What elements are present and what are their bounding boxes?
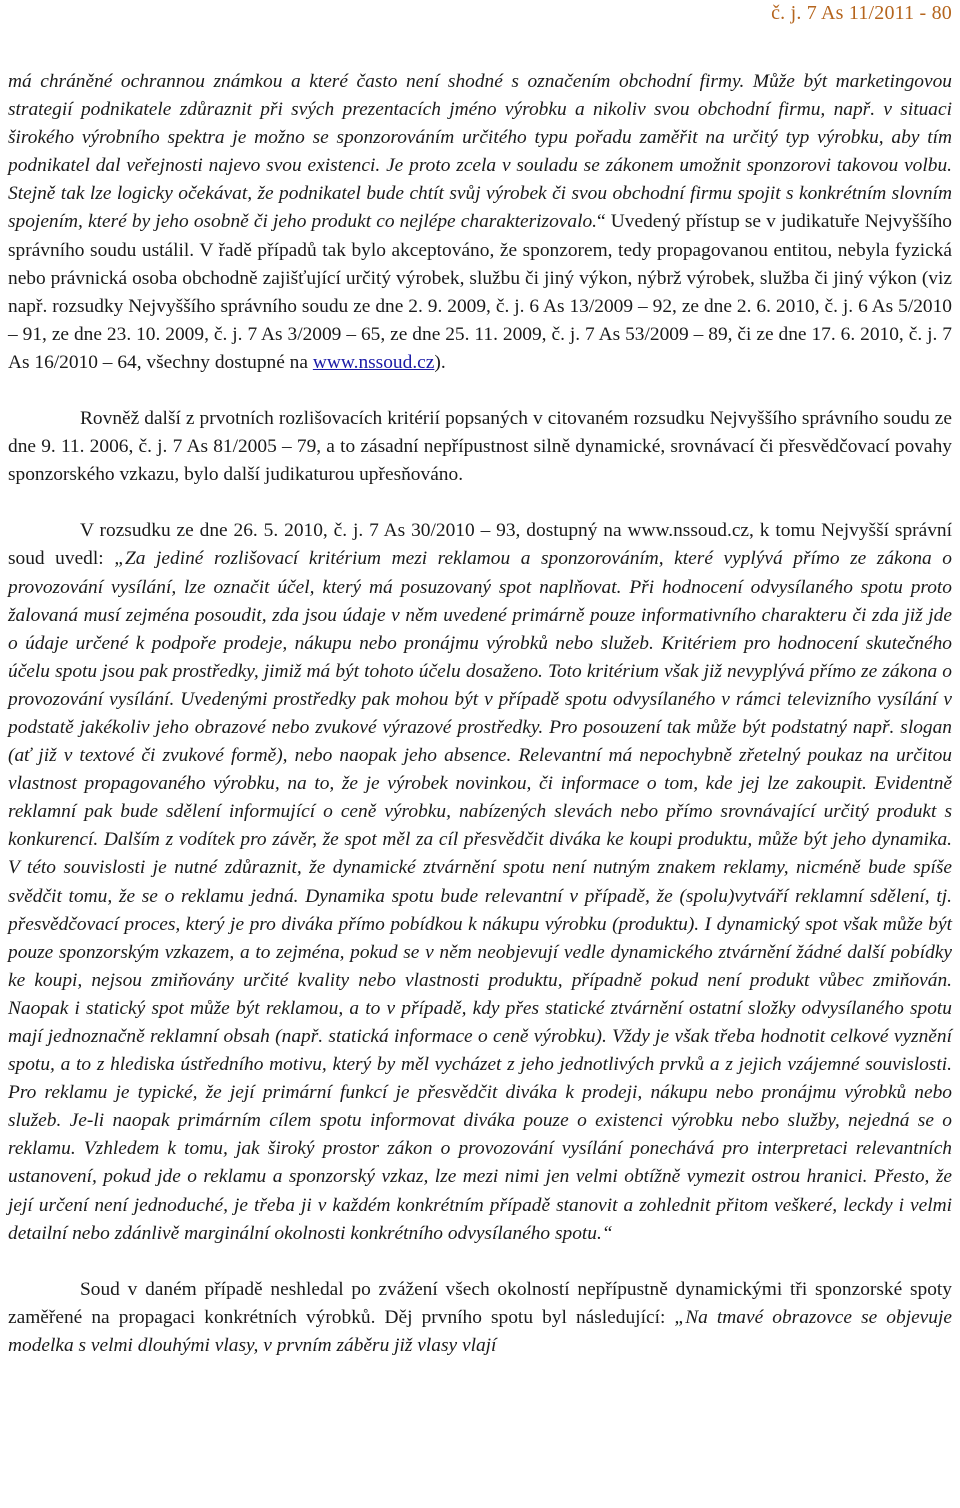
quoted-judgment-text: má chráněné ochrannou známkou a které často není shodné s označením obchodní firmy. Může být marketingovou strategií podnikatele zdůraznit při svých prezentacích jméno výrobku a nikoliv svou obchodní firmu, např. v situaci širokého výrobního spektra je možno se sponzorováním určitého typu pořadu zaměřit na určitý typ výrobku, aby tím podnikatel dal veřejnosti najevo svou existenci. Je proto zcela v souladu se zákonem umožnit sponzorovi takovou volbu. Stejně tak lze logicky očekávat, že podnikatel bude chtít svůj výrobek či svou obchodní firmu spojit s konkrétním slovním spojením, které by jeho osobně či jeho produkt co nejlépe charakterizovalo. xyxy=(8,71,952,233)
paragraph-tail: ). xyxy=(434,351,446,373)
paragraph-court-finding xyxy=(8,1276,952,1360)
quoted-spot-description: „Na tmavé obrazovce se objevuje modelka s velmi dlouhými vlasy, v prvním záběru již vlasy vlají xyxy=(8,1306,952,1356)
paragraph-text: Uvedený přístup se v judikatuře Nejvyššího správního soudu ustálil. V řadě případů tak bylo akceptováno, že sponzorem, tedy propagovanou entitou, nebyla fyzická nebo právnická osoba obchodně zajišťující určitý výrobek, službu či jiný výkon, nýbrž výrobek, služba či jiný výkon (viz např. rozsudky Nejvyššího správního soudu ze dne 2. 9. 2009, č. j. 6 As 13/2009 – 92, ze dne 2. 6. 2010, č. j. 6 As 5/2010 – 91, ze dne 23. 10. 2009, č. j. 7 As 3/2009 – 65, ze dne 25. 11. 2009, č. j. 7 As 53/2009 – 89, či ze dne 17. 6. 2010, č. j. 7 As 16/2010 – 64, všechny dostupné na xyxy=(8,211,952,373)
closing-quote: “ xyxy=(597,211,606,233)
document-body xyxy=(8,68,952,1360)
paragraph-trademark-continuation xyxy=(8,68,952,377)
quoted-judgment-text: „Za jediné rozlišovací kritérium mezi reklamou a sponzorováním, které vyplývá přímo ze zákona o provozování vysílání, lze označit účel, který má posuzovaný spot naplňovat. Při hodnocení odvysílaného spotu proto žalovaná musí zejména posoudit, zda jsou údaje v něm uvedené primárně pouze informativního charakteru či zda již jde o údaje určené k podpoře prodeje, nákupu nebo pronájmu výrobků nebo služeb. Kritériem pro hodnocení skutečného účelu spotu jsou pak prostředky, jimiž má být tohoto účelu dosaženo. Toto kritérium však již nevyplývá přímo ze zákona o provozování vysílání. Uvedenými prostředky pak mohou být v případě spotu odvysílaného v rámci televizního vysílání v podstatě jakékoliv jeho obrazové nebo zvukové výrazové prostředky. Pro posouzení tak může být podstatný např. slogan (ať již v textové či zvukové formě), nebo naopak jeho absence. Relevantní má nepochybně zřetelný poukaz na určitou vlastnost propagovaného výrobku, na to, že je výrobek novinkou, či informace o tom, kde jej lze zakoupit. Evidentně reklamní pak bude sdělení informující o ceně výrobku, nabízených slevách nebo přímo srovnávající určitý produkt s konkurencí. Dalším z vodítek pro závěr, že spot měl za cíl přesvědčit diváka ke koupi produktu, může být jeho dynamika. V této souvislosti je nutné zdůraznit, že dynamické ztvárnění spotu není nutným znakem reklamy, nicméně bude spíše svědčit tomu, že se o reklamu jedná. Dynamika spotu bude relevantní v případě, že (spolu)vytváří reklamní sdělení, tj. přesvědčovací proces, který je pro diváka přímo pobídkou k nákupu výrobku (produktu). I dynamický spot však může být pouze sponzorským vzkazem, a to zejména, pokud se v něm neobjevují vedle dynamického ztvárnění žádné další pobídky ke koupi, nejsou zmiňovány určité kvality nebo vlastnosti produktu, případně pokud není produkt vůbec zmiňován. Naopak i statický spot může být reklamou, a to v případě, kdy přes statické ztvárnění ostatní složky odvysílaného spotu mají jednoznačně reklamní obsah (např. statická informace o ceně výrobku). Vždy je však třeba hodnotit celkové vyznění spotu, a to z hlediska ústředního motivu, který by měl vycházet z jeho jednotlivých prvků a z jejich vzájemné souvislosti. Pro reklamu je typické, že její primární funkcí je přesvědčit diváka k prodeji, nákupu nebo pronájmu výrobků nebo služeb. Je-li naopak primárním cílem spotu informovat diváka pouze o existenci výrobku nebo služby, nejedná se o reklamu. Vzhledem k tomu, jak široký prostor zákon o provozování vysílání ponechává pro interpretaci relevantních ustanovení, pokud jde o reklamu a sponzorský vzkaz, lze mezi nimi jen velmi obtížně vymezit ostrou hranici. Přesto, že její určení není jednoduché, je třeba ji v každém konkrétním případě stanovit a zohlednit přitom veškeré, leckdy i velmi detailní nebo zdánlivě marginální okolnosti konkrétního odvysílaného spotu.“ xyxy=(8,548,952,1244)
nssoud-link[interactable]: www.nssoud.cz xyxy=(312,351,435,373)
paragraph-distinguishing-criteria: Rovněž další z prvotních rozlišovacích kritérií popsaných v citovaném rozsudku Nejvyššího správního soudu ze dne 9. 11. 2006, č. j. 7 As 81/2005 – 79, a to zásadní nepřípustnost silně dynamické, srovnávací či přesvědčovací povahy sponzorského vzkazu, bylo další judikaturou upřesňováno. xyxy=(8,408,952,486)
paragraph-text: V rozsudku ze dne 26. 5. 2010, č. j. 7 As 30/2010 – 93, dostupný na www.nssoud.cz, k tomu Nejvyšší správní soud uvedl: xyxy=(8,520,952,570)
case-reference-header: č. j. 7 As 11/2011 - 80 xyxy=(771,2,952,24)
paragraph-text: Soud v daném případě neshledal po zvážení všech okolností nepřípustně dynamickými tři sponzorské spoty zaměřené na propagaci konkrétních výrobků. Děj prvního spotu byl následující: xyxy=(8,1278,952,1328)
paragraph-judgment-quote xyxy=(8,517,952,1247)
